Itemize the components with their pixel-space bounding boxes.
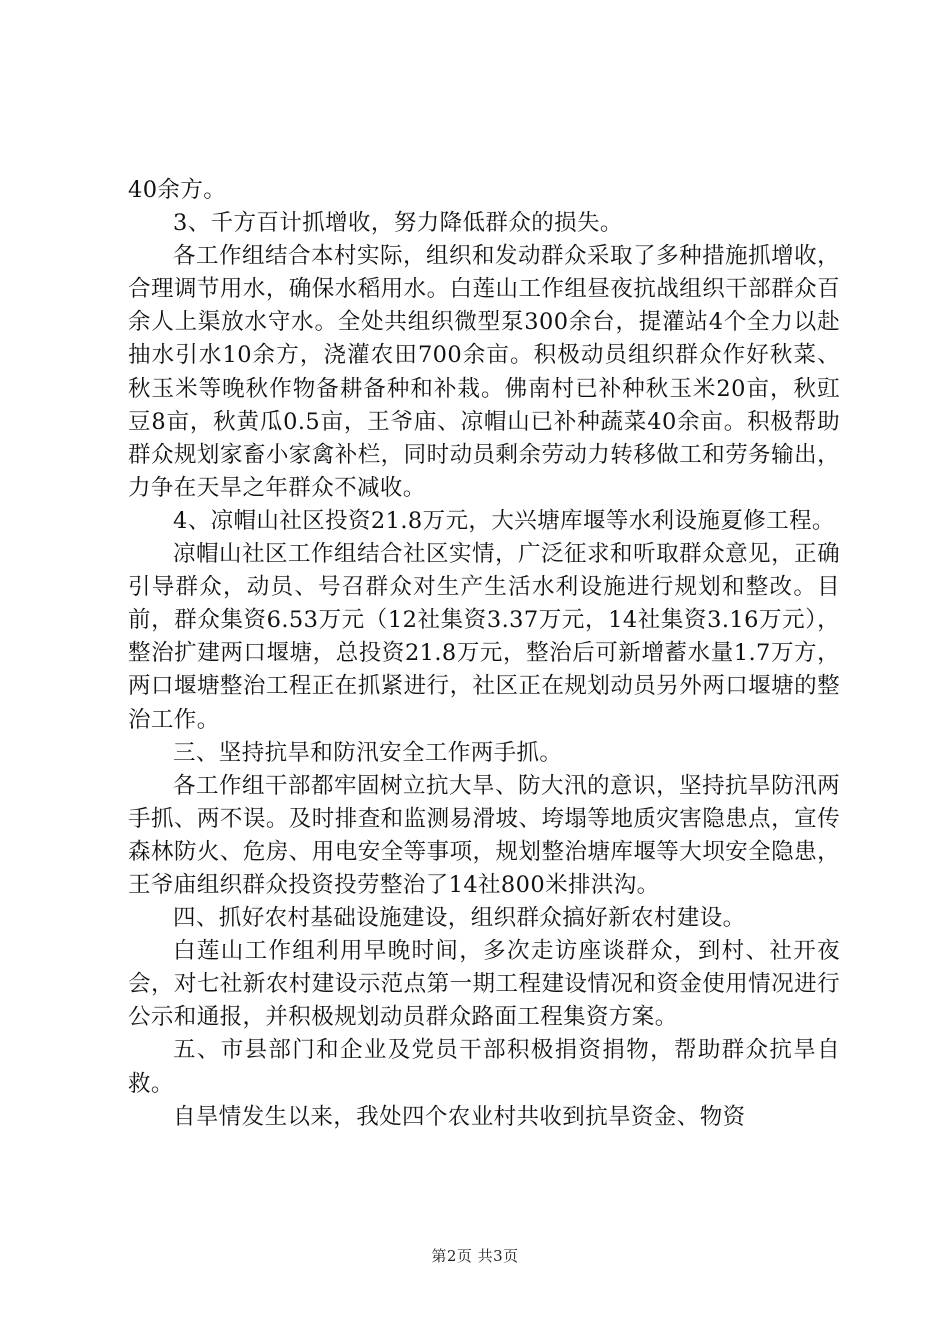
section-heading-three: 三、坚持抗旱和防汛安全工作两手抓。 [173, 739, 563, 766]
paragraph: 白莲山工作组利用早晚时间，多次走访座谈群众，到村、社开夜会，对七社新农村建设示范点第一期工程建设情况和资金使用情况进行公示和通报，并积极规划动员群众路面工程集资方案。 [128, 938, 840, 1031]
page-footer: 第2页 共3页 [431, 1247, 519, 1265]
paragraph: 40余方。 [128, 177, 227, 203]
document-body [128, 174, 840, 1134]
section-heading-4: 4、凉帽山社区投资21.8万元，大兴塘库堰等水利设施夏修工程。 [173, 507, 835, 534]
paragraph: 凉帽山社区工作组结合社区实情，广泛征求和听取群众意见，正确引导群众，动员、号召群众对生产生活水利设施进行规划和整改。目前，群众集资6.53万元（12社集资3.37万元，14社集资3.16万元），整治扩建两口堰塘，总投资21.8万元，整治后可新增蓄水量1.7万方，两口堰塘整治工程正在抓紧进行，社区正在规划动员另外两口堰塘的整治工作。 [128, 541, 840, 733]
paragraph: 自旱情发生以来，我处四个农业村共收到抗旱资金、物资 [173, 1103, 746, 1130]
section-heading-3: 3、千方百计抓增收，努力降低群众的损失。 [173, 210, 623, 237]
paragraph: 各工作组干部都牢固树立抗大旱、防大汛的意识，坚持抗旱防汛两手抓、两不误。及时排查和监测易滑坡、垮塌等地质灾害隐患点，宣传森林防火、危房、用电安全等事项，规划整治塘库堰等大坝安全隐患，王爷庙组织群众投资投劳整治了14社800米排洪沟。 [128, 772, 840, 898]
paragraph: 各工作组结合本村实际，组织和发动群众采取了多种措施抓增收，合理调节用水，确保水稻用水。白莲山工作组昼夜抗战组织干部群众百余人上渠放水守水。全处共组织微型泵300余台，提灌站4个全力以赴抽水引水10余方，浇灌农田700余亩。积极动员组织群众作好秋菜、秋玉米等晚秋作物备耕备种和补栽。佛南村已补种秋玉米20亩，秋豇豆8亩，秋黄瓜0.5亩，王爷庙、凉帽山已补种蔬菜40余亩。积极帮助群众规划家畜小家禽补栏，同时动员剩余劳动力转移做工和劳务输出，力争在天旱之年群众不减收。 [128, 243, 840, 501]
section-heading-five: 五、市县部门和企业及党员干部积极捐资捐物，帮助群众抗旱自救。 [128, 1037, 840, 1097]
section-heading-four: 四、抓好农村基础设施建设，组织群众搞好新农村建设。 [173, 905, 746, 932]
